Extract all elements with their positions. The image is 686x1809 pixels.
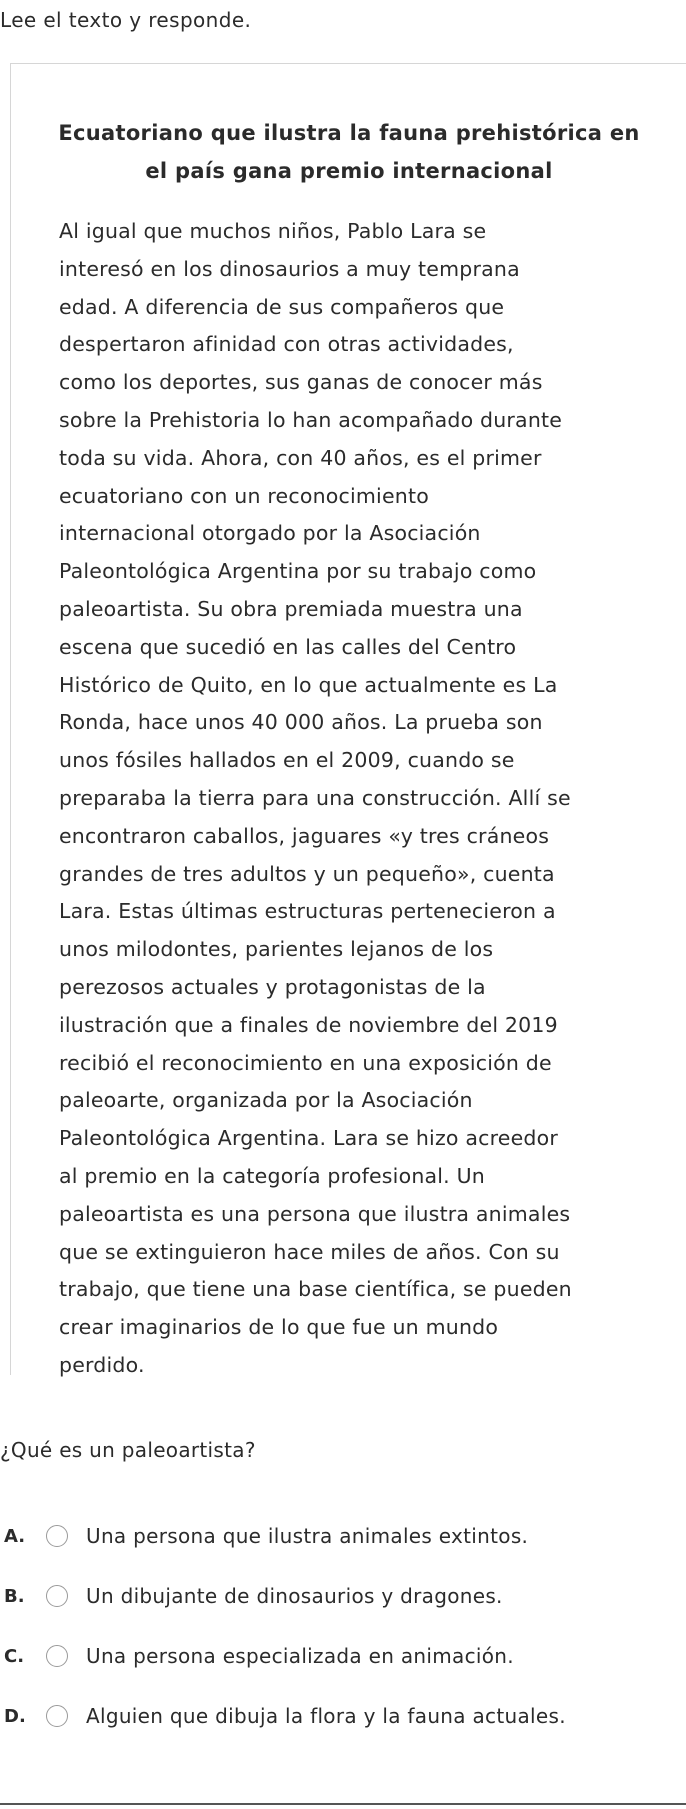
article-line: despertaron afinidad con otras actividades, bbox=[59, 332, 514, 357]
article-title-line: el país gana premio internacional bbox=[145, 159, 553, 183]
article-line: ecuatoriano con un reconocimiento bbox=[59, 483, 429, 508]
article-line: escena que sucedió en las calles del Centro bbox=[59, 634, 517, 659]
article-body bbox=[59, 213, 684, 1385]
answer-options bbox=[0, 1506, 686, 1746]
radio-button[interactable] bbox=[46, 1645, 68, 1667]
article-line: toda su vida. Ahora, con 40 años, es el primer bbox=[59, 445, 542, 470]
article-line: paleoartista es una persona que ilustra animales bbox=[59, 1201, 571, 1226]
article-line: paleoarte, organizada por la Asociación bbox=[59, 1088, 473, 1113]
bottom-divider bbox=[0, 1803, 686, 1805]
article-line: sobre la Prehistoria lo han acompañado durante bbox=[59, 407, 563, 432]
option-a[interactable] bbox=[0, 1506, 686, 1566]
article-line: que se extinguieron hace miles de años. Con su bbox=[59, 1239, 560, 1264]
option-letter: B. bbox=[4, 1585, 25, 1607]
article-line: unos milodontes, parientes lejanos de los bbox=[59, 937, 494, 962]
option-label[interactable]: Alguien que dibuja la flora y la fauna actuales. bbox=[86, 1704, 566, 1728]
article-line: crear imaginarios de lo que fue un mundo bbox=[59, 1315, 499, 1340]
option-b[interactable] bbox=[0, 1566, 686, 1626]
article-line: paleoartista. Su obra premiada muestra una bbox=[59, 596, 523, 621]
article-line: trabajo, que tiene una base científica, se pueden bbox=[59, 1277, 572, 1302]
article-title bbox=[11, 114, 686, 190]
article-line: edad. A diferencia de sus compañeros que bbox=[59, 294, 505, 319]
option-d[interactable] bbox=[0, 1686, 686, 1746]
option-label[interactable]: Una persona especializada en animación. bbox=[86, 1644, 514, 1668]
article-line: Al igual que muchos niños, Pablo Lara se bbox=[59, 219, 487, 243]
article-line: internacional otorgado por la Asociación bbox=[59, 521, 481, 546]
article-line: Paleontológica Argentina por su trabajo como bbox=[59, 559, 537, 584]
radio-button[interactable] bbox=[46, 1705, 68, 1727]
article-line: recibió el reconocimiento en una exposición de bbox=[59, 1050, 552, 1075]
article-line: al premio en la categoría profesional. Un bbox=[59, 1163, 485, 1188]
radio-button[interactable] bbox=[46, 1585, 68, 1607]
article-title-line: Ecuatoriano que ilustra la fauna prehistórica en bbox=[58, 121, 640, 145]
option-label[interactable]: Una persona que ilustra animales extintos. bbox=[86, 1524, 529, 1548]
option-c[interactable] bbox=[0, 1626, 686, 1686]
question-text: ¿Qué es un paleoartista? bbox=[0, 1438, 256, 1462]
article-line: Histórico de Quito, en lo que actualmente es La bbox=[59, 672, 558, 697]
article-line: unos fósiles hallados en el 2009, cuando se bbox=[59, 748, 515, 773]
article-line: perezosos actuales y protagonistas de la bbox=[59, 974, 486, 999]
article-line: grandes de tres adultos y un pequeño», cuenta bbox=[59, 861, 555, 886]
article-line: encontraron caballos, jaguares «y tres cráneos bbox=[59, 823, 550, 848]
article-line: como los deportes, sus ganas de conocer más bbox=[59, 370, 543, 395]
option-letter: A. bbox=[4, 1525, 26, 1547]
option-letter: D. bbox=[4, 1705, 26, 1727]
article-line: perdido. bbox=[59, 1352, 145, 1377]
instruction-text: Lee el texto y responde. bbox=[0, 8, 252, 32]
article-line: preparaba la tierra para una construcción. Allí se bbox=[59, 785, 571, 810]
radio-button[interactable] bbox=[46, 1525, 68, 1547]
article-line: interesó en los dinosaurios a muy temprana bbox=[59, 256, 520, 281]
article-line: Paleontológica Argentina. Lara se hizo acreedor bbox=[59, 1126, 558, 1151]
option-letter: C. bbox=[4, 1645, 25, 1667]
article-line: Lara. Estas últimas estructuras pertenecieron a bbox=[59, 899, 556, 924]
article-line: Ronda, hace unos 40 000 años. La prueba son bbox=[59, 710, 543, 735]
option-label[interactable]: Un dibujante de dinosaurios y dragones. bbox=[86, 1584, 503, 1608]
article-line: ilustración que a finales de noviembre del 2019 bbox=[59, 1012, 558, 1037]
reading-passage bbox=[10, 63, 686, 1375]
